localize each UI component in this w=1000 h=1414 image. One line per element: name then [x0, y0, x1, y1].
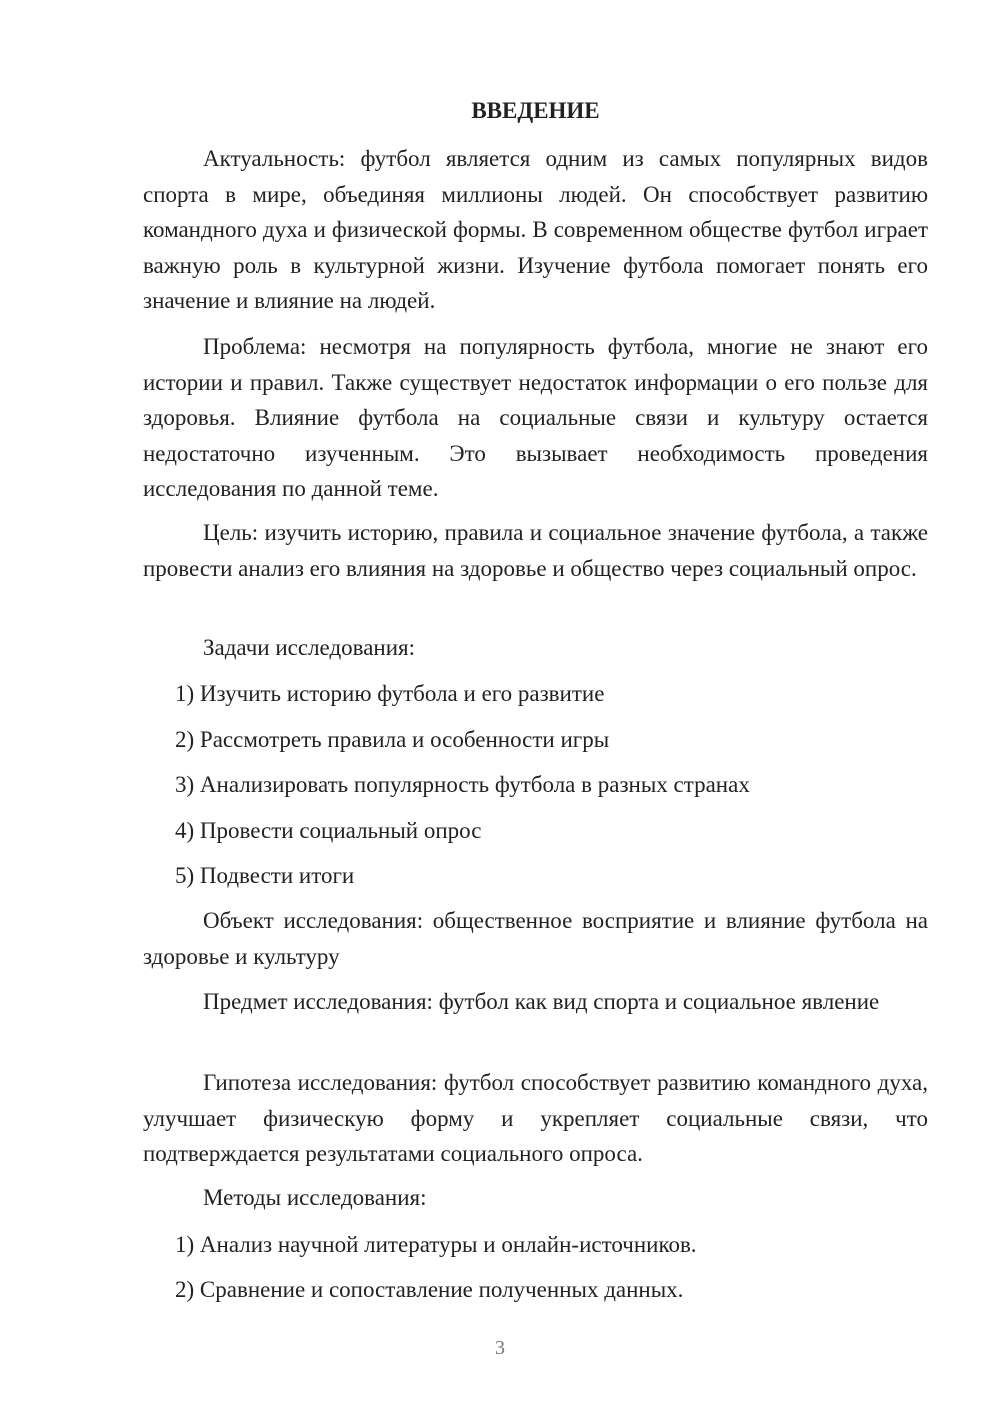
task-item-4: 4) Провести социальный опрос — [175, 818, 482, 843]
method-item-1: 1) Анализ научной литературы и онлайн-источников. — [175, 1232, 697, 1257]
task-item-1: 1) Изучить историю футбола и его развитие — [175, 681, 605, 706]
tasks-heading: Задачи исследования: — [203, 635, 416, 660]
goal-paragraph: Цель: изучить историю, правила и социальное значение футбола, а также провести анализ его влияния на здоровье и общество через социальный опрос. — [143, 520, 928, 581]
object-paragraph: Объект исследования: общественное восприятие и влияние футбола на здоровье и культуру — [143, 908, 928, 969]
method-item-2: 2) Сравнение и сопоставление полученных данных. — [175, 1277, 684, 1302]
problem-paragraph: Проблема: несмотря на популярность футбола, многие не знают его истории и правил. Также существует недостаток информации о его пользе для здоровья. Влияние футбола на социальные связи и культуру остается недостаточно изученным. Это вызывает необходимость проведения исследования по данной теме. — [143, 334, 928, 501]
task-item-5: 5) Подвести итоги — [175, 863, 355, 888]
task-item-2: 2) Рассмотреть правила и особенности игры — [175, 727, 610, 752]
page-number: 3 — [495, 1337, 505, 1359]
subject-paragraph: Предмет исследования: футбол как вид спорта и социальное явление — [203, 989, 880, 1014]
relevance-paragraph: Актуальность: футбол является одним из самых популярных видов спорта в мире, объединяя миллионы людей. Он способствует развитию командного духа и физической формы. В современном обществе футбол играет важную роль в культурной жизни. Изучение футбола помогает понять его значение и влияние на людей. — [143, 146, 928, 313]
page-title: ВВЕДЕНИЕ — [471, 98, 600, 123]
task-item-3: 3) Анализировать популярность футбола в разных странах — [175, 772, 750, 797]
hypothesis-paragraph: Гипотеза исследования: футбол способствует развитию командного духа, улучшает физическую форму и укрепляет социальные связи, что подтверждается результатами социального опроса. — [143, 1070, 928, 1166]
methods-heading: Методы исследования: — [203, 1185, 427, 1210]
